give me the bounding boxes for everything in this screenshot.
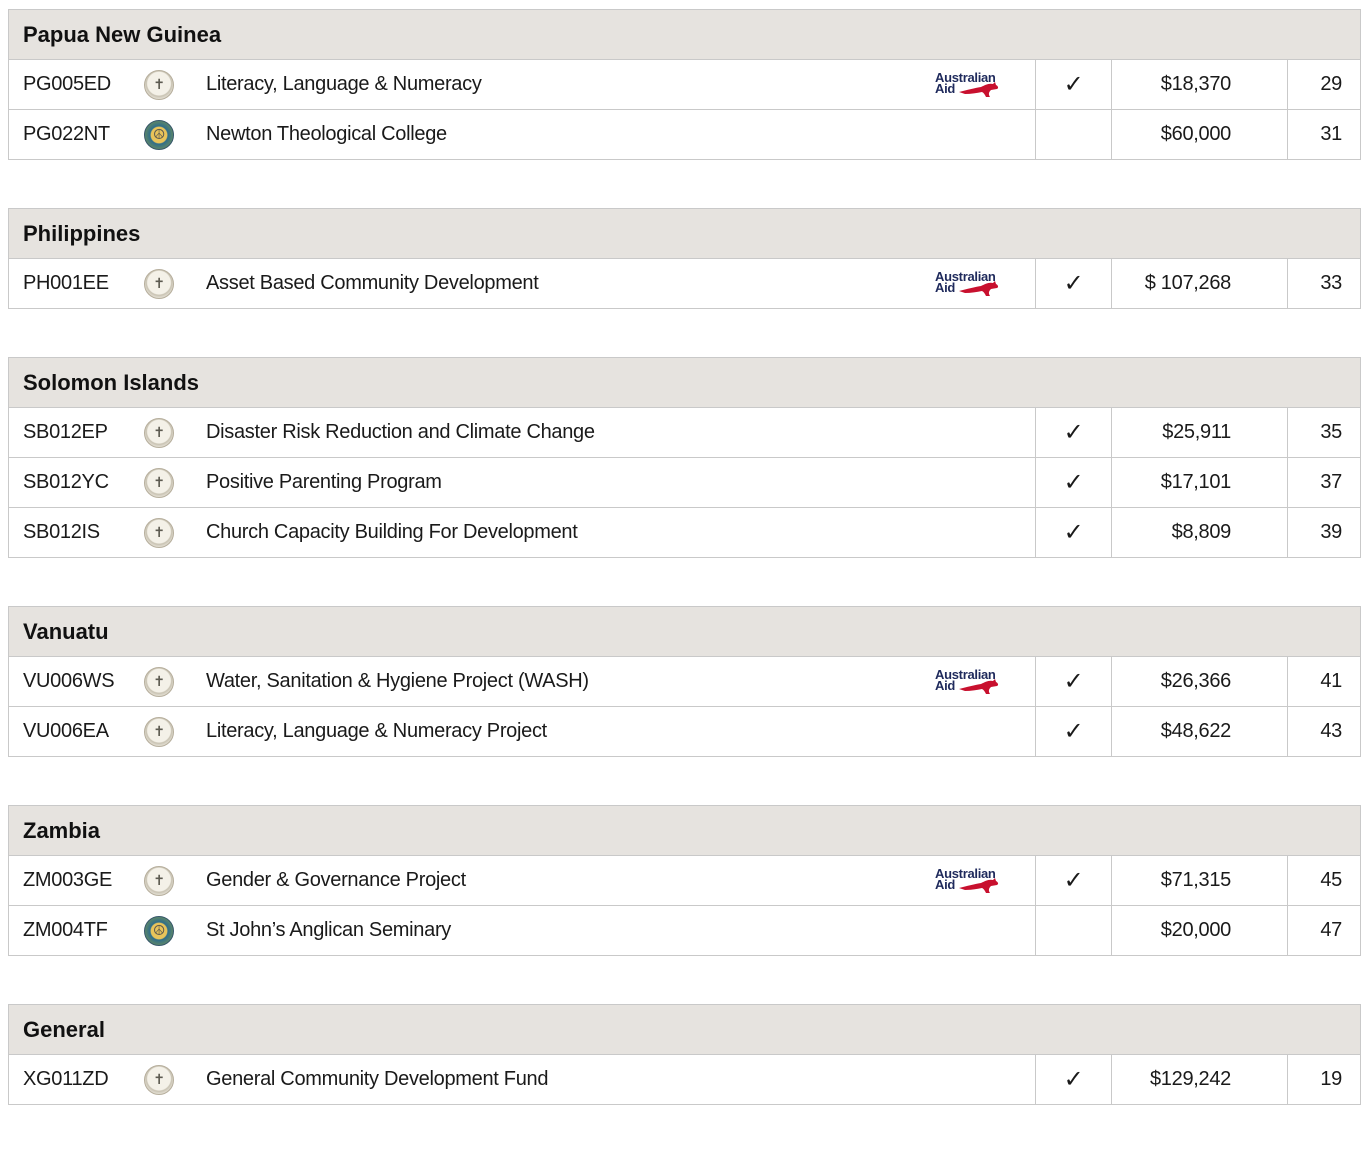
check-mark: ✓	[1035, 508, 1111, 557]
aid-cell	[915, 408, 1035, 457]
australian-aid-logo: Australian Aid	[935, 268, 1015, 300]
logo-cell	[144, 259, 206, 308]
project-amount: $18,370	[1111, 60, 1287, 109]
project-amount: $60,000	[1111, 110, 1287, 159]
project-name: Literacy, Language & Numeracy Project	[206, 720, 547, 742]
country-section	[8, 208, 1361, 309]
check-mark: ✓	[1035, 259, 1111, 308]
project-list	[8, 9, 1361, 1153]
country-heading: General	[9, 1005, 1360, 1055]
country-section	[8, 9, 1361, 160]
aid-cell	[915, 259, 1035, 308]
project-row[interactable]	[9, 60, 1360, 110]
project-code: SB012YC	[23, 471, 109, 493]
logo-cell	[144, 60, 206, 109]
project-name: Water, Sanitation & Hygiene Project (WASH)	[206, 670, 589, 692]
project-code: PH001EE	[23, 272, 109, 294]
check-mark: ✓	[1035, 408, 1111, 457]
page-number[interactable]: 45	[1287, 856, 1360, 905]
kangaroo-icon	[957, 81, 1001, 101]
country-heading: Papua New Guinea	[9, 10, 1360, 60]
logo-cell	[144, 906, 206, 955]
country-section	[8, 357, 1361, 558]
check-mark: ✓	[1035, 458, 1111, 507]
aid-cell	[915, 1055, 1035, 1104]
project-code: ZM003GE	[23, 869, 113, 891]
college-seal-icon: ☮	[144, 916, 174, 946]
aid-cell	[915, 906, 1035, 955]
aid-cell	[915, 458, 1035, 507]
abm-seal-icon: ✝	[144, 667, 174, 697]
project-name: Asset Based Community Development	[206, 272, 539, 294]
check-mark: ✓	[1035, 707, 1111, 756]
kangaroo-icon	[957, 678, 1001, 698]
project-amount: $ 107,268	[1111, 259, 1287, 308]
check-mark: ✓	[1035, 1055, 1111, 1104]
abm-seal-icon: ✝	[144, 717, 174, 747]
project-row[interactable]	[9, 408, 1360, 458]
project-row[interactable]	[9, 1055, 1360, 1104]
page-number[interactable]: 19	[1287, 1055, 1360, 1104]
project-name: St John’s Anglican Seminary	[206, 919, 452, 941]
project-name: Literacy, Language & Numeracy	[206, 73, 482, 95]
check-mark	[1035, 110, 1111, 159]
abm-seal-icon: ✝	[144, 418, 174, 448]
page-number[interactable]: 37	[1287, 458, 1360, 507]
project-amount: $129,242	[1111, 1055, 1287, 1104]
project-name: Positive Parenting Program	[206, 471, 442, 493]
project-row[interactable]	[9, 259, 1360, 308]
check-mark: ✓	[1035, 856, 1111, 905]
country-heading: Vanuatu	[9, 607, 1360, 657]
aid-cell	[915, 856, 1035, 905]
aid-cell	[915, 657, 1035, 706]
australian-aid-logo: Australian Aid	[935, 69, 1015, 101]
country-section	[8, 805, 1361, 956]
logo-cell	[144, 707, 206, 756]
page-number[interactable]: 29	[1287, 60, 1360, 109]
country-section	[8, 606, 1361, 757]
project-row[interactable]	[9, 110, 1360, 159]
college-seal-icon: ☮	[144, 120, 174, 150]
abm-seal-icon: ✝	[144, 269, 174, 299]
page-number[interactable]: 35	[1287, 408, 1360, 457]
project-code: PG022NT	[23, 123, 110, 145]
aid-cell	[915, 707, 1035, 756]
project-code: VU006EA	[23, 720, 109, 742]
project-row[interactable]	[9, 906, 1360, 955]
page-number[interactable]: 43	[1287, 707, 1360, 756]
project-name: Disaster Risk Reduction and Climate Change	[206, 421, 595, 443]
project-name: Church Capacity Building For Development	[206, 521, 578, 543]
project-code: PG005ED	[23, 73, 111, 95]
project-code: ZM004TF	[23, 919, 108, 941]
country-section	[8, 1004, 1361, 1105]
logo-cell	[144, 1055, 206, 1104]
abm-seal-icon: ✝	[144, 468, 174, 498]
aid-cell	[915, 60, 1035, 109]
project-code: SB012IS	[23, 521, 100, 543]
logo-cell	[144, 856, 206, 905]
project-amount: $26,366	[1111, 657, 1287, 706]
page-number[interactable]: 41	[1287, 657, 1360, 706]
project-row[interactable]	[9, 856, 1360, 906]
page-number[interactable]: 31	[1287, 110, 1360, 159]
logo-cell	[144, 458, 206, 507]
project-name: Gender & Governance Project	[206, 869, 466, 891]
project-code: VU006WS	[23, 670, 115, 692]
check-mark: ✓	[1035, 657, 1111, 706]
kangaroo-icon	[957, 877, 1001, 897]
project-row[interactable]	[9, 458, 1360, 508]
project-amount: $20,000	[1111, 906, 1287, 955]
aid-cell	[915, 508, 1035, 557]
australian-aid-logo: Australian Aid	[935, 865, 1015, 897]
logo-cell	[144, 408, 206, 457]
project-amount: $8,809	[1111, 508, 1287, 557]
project-row[interactable]	[9, 657, 1360, 707]
logo-cell	[144, 657, 206, 706]
check-mark	[1035, 906, 1111, 955]
page-number[interactable]: 33	[1287, 259, 1360, 308]
check-mark: ✓	[1035, 60, 1111, 109]
country-heading: Solomon Islands	[9, 358, 1360, 408]
abm-seal-icon: ✝	[144, 1065, 174, 1095]
logo-cell	[144, 508, 206, 557]
abm-seal-icon: ✝	[144, 518, 174, 548]
logo-cell	[144, 110, 206, 159]
project-amount: $48,622	[1111, 707, 1287, 756]
project-row[interactable]	[9, 707, 1360, 756]
country-heading: Philippines	[9, 209, 1360, 259]
project-amount: $17,101	[1111, 458, 1287, 507]
project-amount: $71,315	[1111, 856, 1287, 905]
project-row[interactable]	[9, 508, 1360, 557]
project-code: XG011ZD	[23, 1068, 109, 1090]
australian-aid-logo: Australian Aid	[935, 666, 1015, 698]
country-heading: Zambia	[9, 806, 1360, 856]
project-amount: $25,911	[1111, 408, 1287, 457]
project-name: General Community Development Fund	[206, 1068, 549, 1090]
aid-cell	[915, 110, 1035, 159]
abm-seal-icon: ✝	[144, 70, 174, 100]
page-number[interactable]: 39	[1287, 508, 1360, 557]
page-number[interactable]: 47	[1287, 906, 1360, 955]
project-code: SB012EP	[23, 421, 108, 443]
kangaroo-icon	[957, 280, 1001, 300]
project-name: Newton Theological College	[206, 123, 447, 145]
abm-seal-icon: ✝	[144, 866, 174, 896]
